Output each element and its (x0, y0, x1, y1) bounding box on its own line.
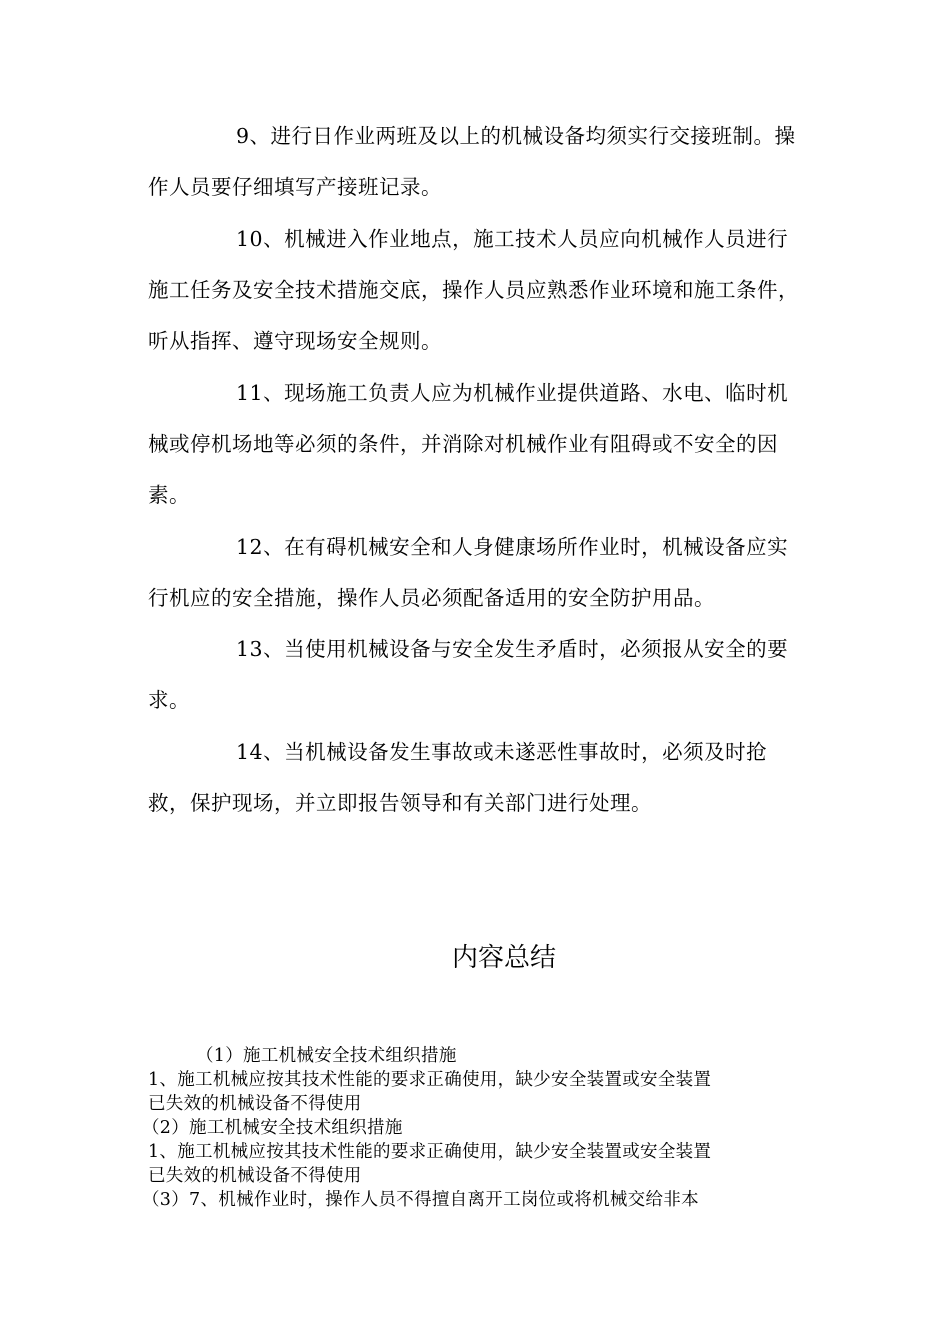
summary-line: （3）7、机械作业时，操作人员不得擅自离开工岗位或将机械交给非本 (142, 1190, 699, 1210)
summary-line: 已失效的机械设备不得使用 (148, 1166, 362, 1186)
summary-line: 1、施工机械应按其技术性能的要求正确使用，缺少安全装置或安全装置 (148, 1070, 712, 1090)
paragraph-item-9: 9、进行日作业两班及以上的机械设备均须实行交接班制。操作人员要仔细填写产接班记录。 (148, 124, 796, 199)
summary-block (142, 1044, 808, 1212)
summary-line: （1）施工机械安全技术组织措施 (196, 1046, 457, 1066)
paragraph-item-13: 13、当使用机械设备与安全发生矛盾时，必须报从安全的要求。 (148, 637, 789, 712)
paragraph-item-10: 10、机械进入作业地点，施工技术人员应向机械作人员进行施工任务及安全技术措施交底，操作人员应熟悉作业环境和施工条件，听从指挥、遵守现场安全规则。 (148, 227, 799, 353)
paragraph-item-14: 14、当机械设备发生事故或未遂恶性事故时，必须及时抢救，保护现场，并立即报告领导和有关部门进行处理。 (148, 740, 768, 815)
summary-title: 内容总结 (451, 943, 556, 973)
paragraph-item-11: 11、现场施工负责人应为机械作业提供道路、水电、临时机械或停机场地等必须的条件，并消除对机械作业有阻碍或不安全的因素。 (148, 381, 789, 507)
summary-line: 1、施工机械应按其技术性能的要求正确使用，缺少安全装置或安全装置 (148, 1142, 712, 1162)
paragraph-item-12: 12、在有碍机械安全和人身健康场所作业时，机械设备应实行机应的安全措施，操作人员必须配备适用的安全防护用品。 (148, 535, 789, 610)
summary-line: （2）施工机械安全技术组织措施 (142, 1118, 403, 1138)
summary-line: 已失效的机械设备不得使用 (148, 1094, 362, 1114)
